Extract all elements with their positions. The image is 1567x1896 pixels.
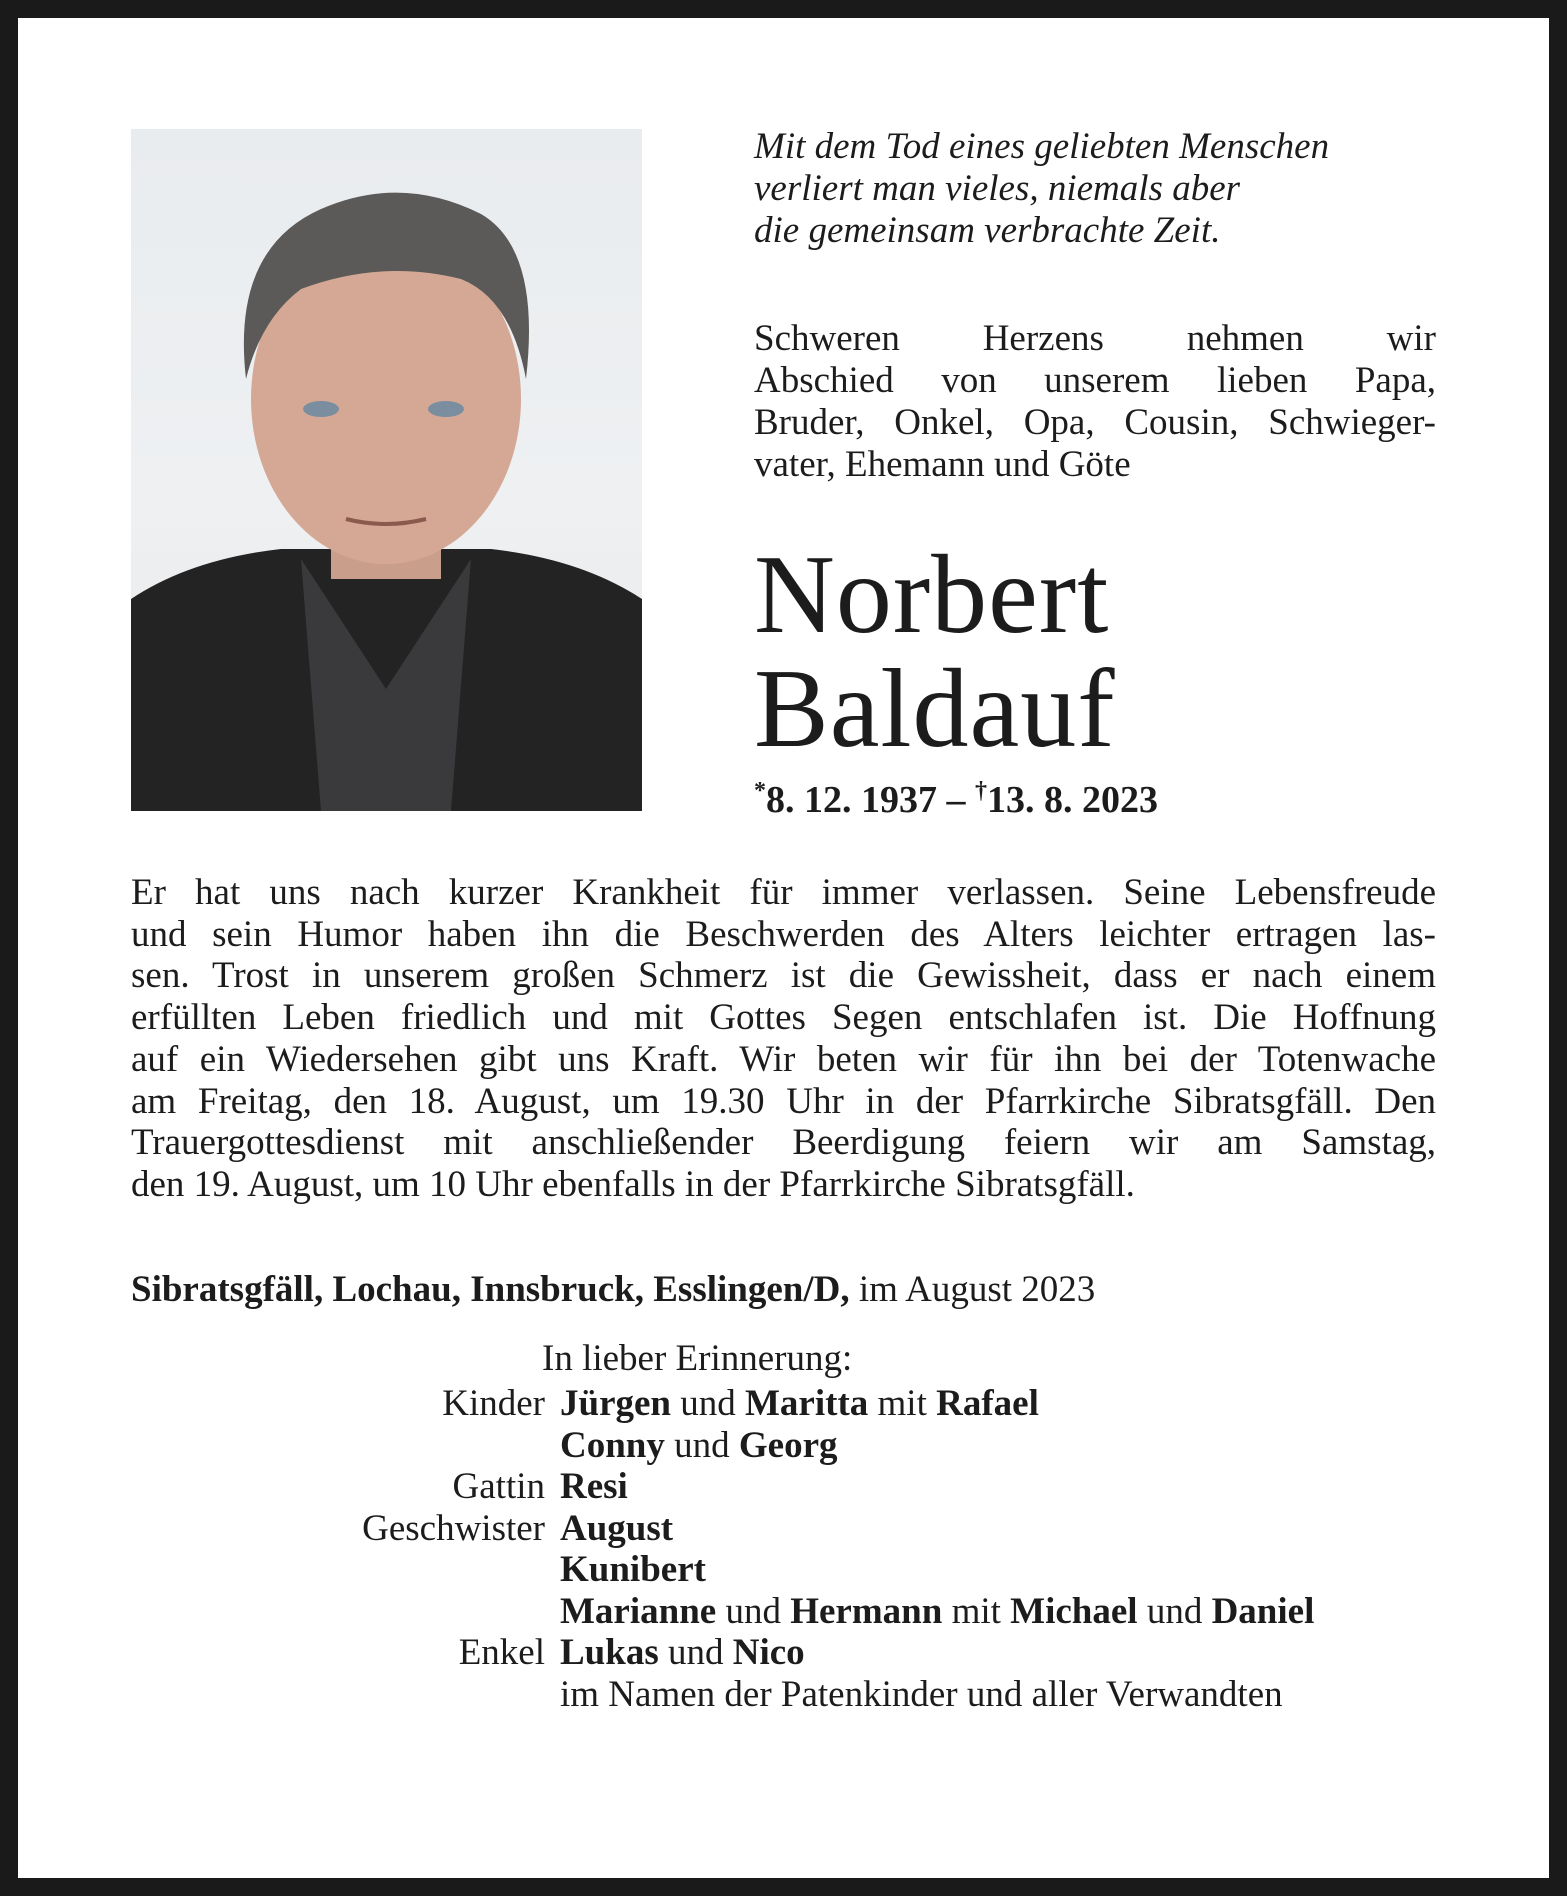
relation-label	[131, 1425, 560, 1467]
body-line: Er hat uns nach kurzer Krankheit für immer verlassen. Seine Lebensfreude	[131, 872, 1436, 913]
family-row	[131, 1383, 1314, 1425]
deceased-name	[754, 533, 1116, 771]
body-line: auf ein Wiedersehen gibt uns Kraft. Wir beten wir für ihn bei der Totenwache	[131, 1038, 1436, 1080]
quote-line: verliert man vieles, niemals aber	[754, 168, 1241, 209]
relation-label	[131, 1549, 560, 1591]
body-text	[131, 872, 1436, 1206]
body-line: den 19. August, um 10 Uhr ebenfalls in der Pfarrkirche Sibratsgfäll.	[131, 1163, 1135, 1205]
relative-name: Maritta	[745, 1383, 869, 1424]
relatives	[560, 1383, 1039, 1425]
portrait-photo	[131, 129, 642, 811]
relative-name: Kunibert	[560, 1549, 706, 1590]
connector-text: und	[658, 1632, 733, 1673]
intro-line: Bruder, Onkel, Opa, Cousin, Schwieger-	[754, 402, 1436, 443]
relative-name: Hermann	[790, 1590, 943, 1632]
relation-label: Geschwister	[362, 1507, 545, 1549]
relative-name: Rafael	[936, 1383, 1039, 1424]
connector-text: und	[664, 1424, 739, 1466]
relative-name: August	[560, 1507, 674, 1549]
connector-text: und	[1137, 1590, 1212, 1632]
connector-text: und	[671, 1383, 745, 1424]
quote-line: die gemeinsam verbrachte Zeit.	[754, 210, 1221, 251]
relatives	[560, 1425, 838, 1467]
relation-label: Enkel	[458, 1632, 545, 1673]
intro-line: Abschied von unserem lieben Papa,	[754, 360, 1436, 401]
relation-label: Gattin	[452, 1466, 545, 1507]
relative-name: Marianne	[560, 1590, 717, 1632]
intro-line: vater, Ehemann und Göte	[754, 444, 1131, 485]
remembrance-heading: In lieber Erinnerung:	[542, 1338, 853, 1379]
life-dates	[754, 778, 1158, 822]
relatives	[560, 1632, 805, 1674]
connector-text: mit	[868, 1383, 937, 1424]
connector-text: im Namen der Patenkinder und aller Verwandten	[560, 1673, 1283, 1715]
family-row	[131, 1632, 1314, 1674]
family-row	[131, 1591, 1314, 1633]
relative-name: Jürgen	[560, 1383, 671, 1424]
family-row	[131, 1549, 1314, 1591]
intro-line: Schweren Herzens nehmen wir	[754, 318, 1436, 359]
relation-label: Kinder	[442, 1383, 545, 1424]
last-name: Baldauf	[754, 647, 1116, 771]
family-list	[131, 1383, 1314, 1715]
relative-name: Lukas	[560, 1632, 659, 1673]
relatives	[560, 1591, 1314, 1633]
relative-name: Nico	[732, 1632, 805, 1673]
obituary-page	[18, 18, 1549, 1878]
places-line	[131, 1268, 1095, 1311]
places: Sibratsgfäll, Lochau, Innsbruck, Esslingen/D,	[131, 1269, 850, 1310]
family-row	[131, 1674, 1314, 1716]
intro-text	[754, 318, 1436, 486]
body-line: und sein Humor haben ihn die Beschwerden des Alters leichter ertragen las-	[131, 913, 1436, 955]
memorial-quote	[754, 126, 1329, 252]
relatives	[560, 1674, 1283, 1716]
relation-label	[131, 1674, 560, 1716]
relative-name: Georg	[738, 1424, 838, 1466]
body-line: sen. Trost in unserem großen Schmerz ist die Gewissheit, dass er nach einem	[131, 955, 1436, 997]
quote-line: Mit dem Tod eines geliebten Menschen	[754, 126, 1330, 167]
death-symbol: †	[975, 778, 987, 804]
relative-name: Resi	[560, 1466, 628, 1507]
body-line: erfüllten Leben friedlich und mit Gottes Segen entschlafen ist. Die Hoffnung	[131, 997, 1436, 1039]
body-line: am Freitag, den 18. August, um 19.30 Uhr in der Pfarrkirche Sibratsgfäll. Den	[131, 1080, 1436, 1122]
family-row	[131, 1466, 1314, 1508]
connector-text: mit	[942, 1590, 1011, 1632]
date-separator: –	[937, 779, 975, 821]
relative-name: Michael	[1010, 1590, 1138, 1632]
birth-symbol: *	[754, 778, 766, 804]
family-row	[131, 1508, 1314, 1550]
connector-text: und	[716, 1590, 791, 1632]
relatives	[560, 1466, 628, 1508]
family-row	[131, 1425, 1314, 1467]
body-line: Trauergottesdienst mit anschließender Beerdigung feiern wir am Samstag,	[131, 1122, 1436, 1164]
birth-date: 8. 12. 1937	[766, 779, 937, 821]
relative-name: Conny	[560, 1424, 665, 1466]
place-date: im August 2023	[849, 1269, 1096, 1310]
relative-name: Daniel	[1211, 1590, 1315, 1632]
first-name: Norbert	[754, 533, 1110, 657]
death-date: 13. 8. 2023	[987, 779, 1158, 821]
relatives	[560, 1549, 706, 1591]
relatives	[560, 1508, 673, 1550]
relation-label	[131, 1591, 560, 1633]
